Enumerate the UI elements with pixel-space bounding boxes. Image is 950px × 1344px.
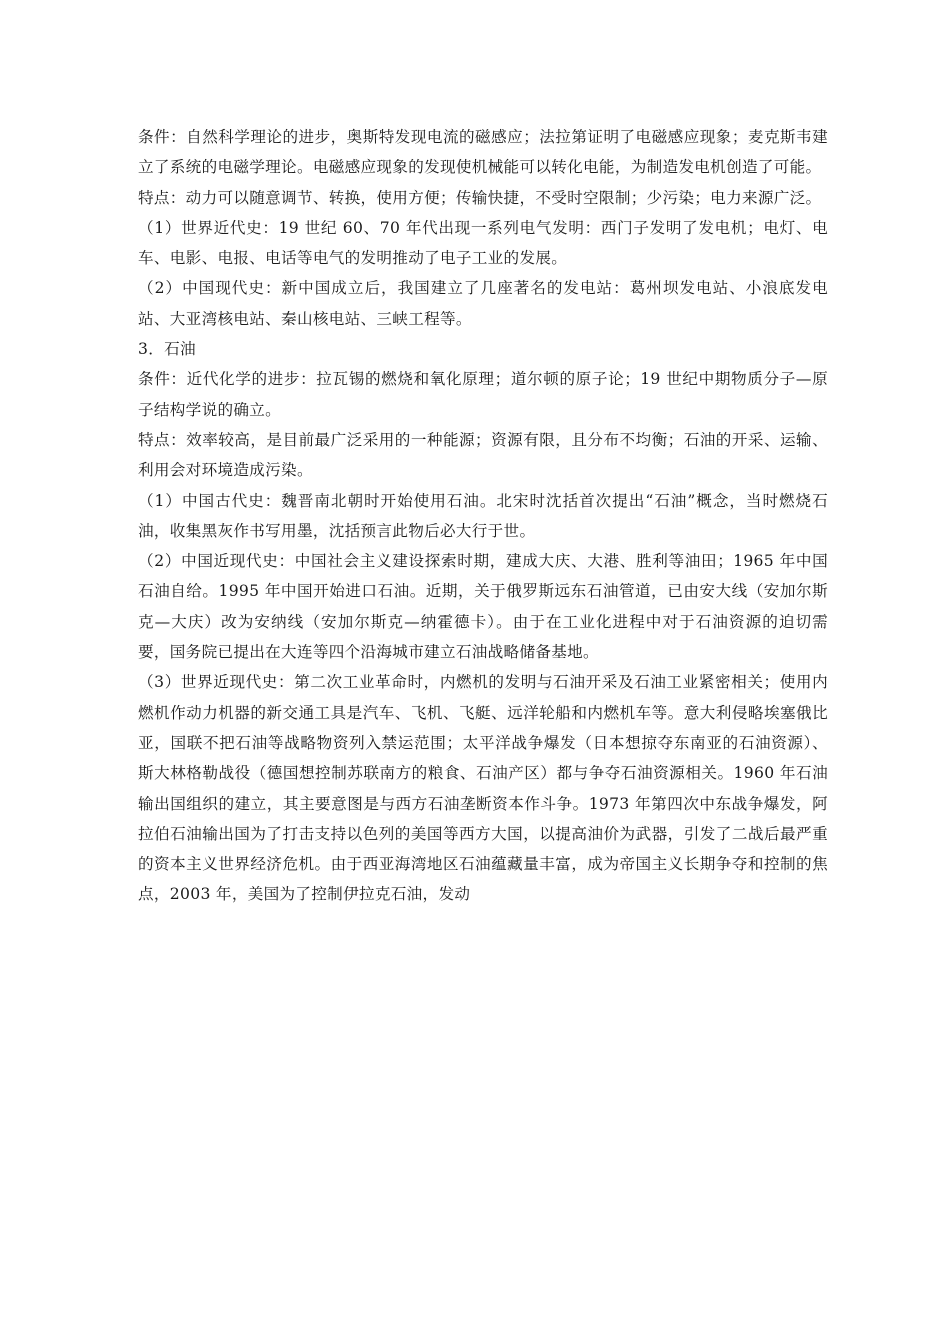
paragraph-electricity-world-modern: （1）世界近代史：19 世纪 60、70 年代出现一系列电气发明：西门子发明了发电机；电灯、电车、电影、电报、电话等电气的发明推动了电子工业的发展。 — [138, 218, 828, 268]
paragraph-petroleum-conditions: 条件：近代化学的进步：拉瓦锡的燃烧和氧化原理；道尔顿的原子论；19 世纪中期物质分子—原子结构学说的确立。 — [138, 370, 828, 419]
paragraph-petroleum-features: 特点：效率较高，是目前最广泛采用的一种能源；资源有限，且分布不均衡；石油的开采、运输、利用会对环境造成污染。 — [138, 430, 828, 480]
paragraph-electricity-features: 特点：动力可以随意调节、转换，使用方便；传输快捷，不受时空限制；少污染；电力来源广泛。 — [138, 188, 822, 207]
paragraph-electricity-china-modern: （2）中国现代史：新中国成立后，我国建立了几座著名的发电站：葛州坝发电站、小浪底发电站、大亚湾核电站、秦山核电站、三峡工程等。 — [138, 279, 828, 328]
section-heading-petroleum: 3．石油 — [138, 340, 196, 359]
paragraph-petroleum-china-ancient: （1）中国古代史：魏晋南北朝时开始使用石油。北宋时沈括首次提出“石油”概念，当时燃烧石油，收集黑灰作书写用墨，沈括预言此物后必大行于世。 — [138, 491, 828, 540]
paragraph-electricity-conditions: 条件：自然科学理论的进步，奥斯特发现电流的磁感应；法拉第证明了电磁感应现象；麦克斯韦建立了系统的电磁学理论。电磁感应现象的发现使机械能可以转化电能，为制造发电机创造了可能。 — [138, 128, 828, 177]
paragraph-petroleum-world-modern: （3）世界近现代史：第二次工业革命时，内燃机的发明与石油开采及石油工业紧密相关；使用内燃机作动力机器的新交通工具是汽车、飞机、飞艇、远洋轮船和内燃机车等。意大利侵略埃塞俄比亚，国联不把石油等战略物资列入禁运范围；太平洋战争爆发（日本想掠夺东南亚的石油资源）、斯大林格勒战役（德国想控制苏联南方的粮食、石油产区）都与争夺石油资源相关。1960 年石油输出国组织的建立，其主要意图是与西方石油垄断资本作斗争。1973 年第四次中东战争爆发，阿拉伯石油输出国为了打击支持以色列的美国等西方大国，以提高油价为武器，引发了二战后最严重的资本主义世界经济危机。由于西亚海湾地区石油蕴藏量丰富，成为帝国主义长期争夺和控制的焦点，2003 年，美国为了控制伊拉克石油，发动 — [138, 673, 828, 904]
document-body — [138, 122, 828, 910]
paragraph-petroleum-china-modern: （2）中国近现代史：中国社会主义建设探索时期，建成大庆、大港、胜利等油田；1965 年中国石油自给。1995 年中国开始进口石油。近期，关于俄罗斯远东石油管道，已由安大线（安加尔斯克—大庆）改为安纳线（安加尔斯克—纳霍德卡）。由于在工业化进程中对于石油资源的迫切需要，国务院已提出在大连等四个沿海城市建立石油战略储备基地。 — [138, 552, 828, 662]
